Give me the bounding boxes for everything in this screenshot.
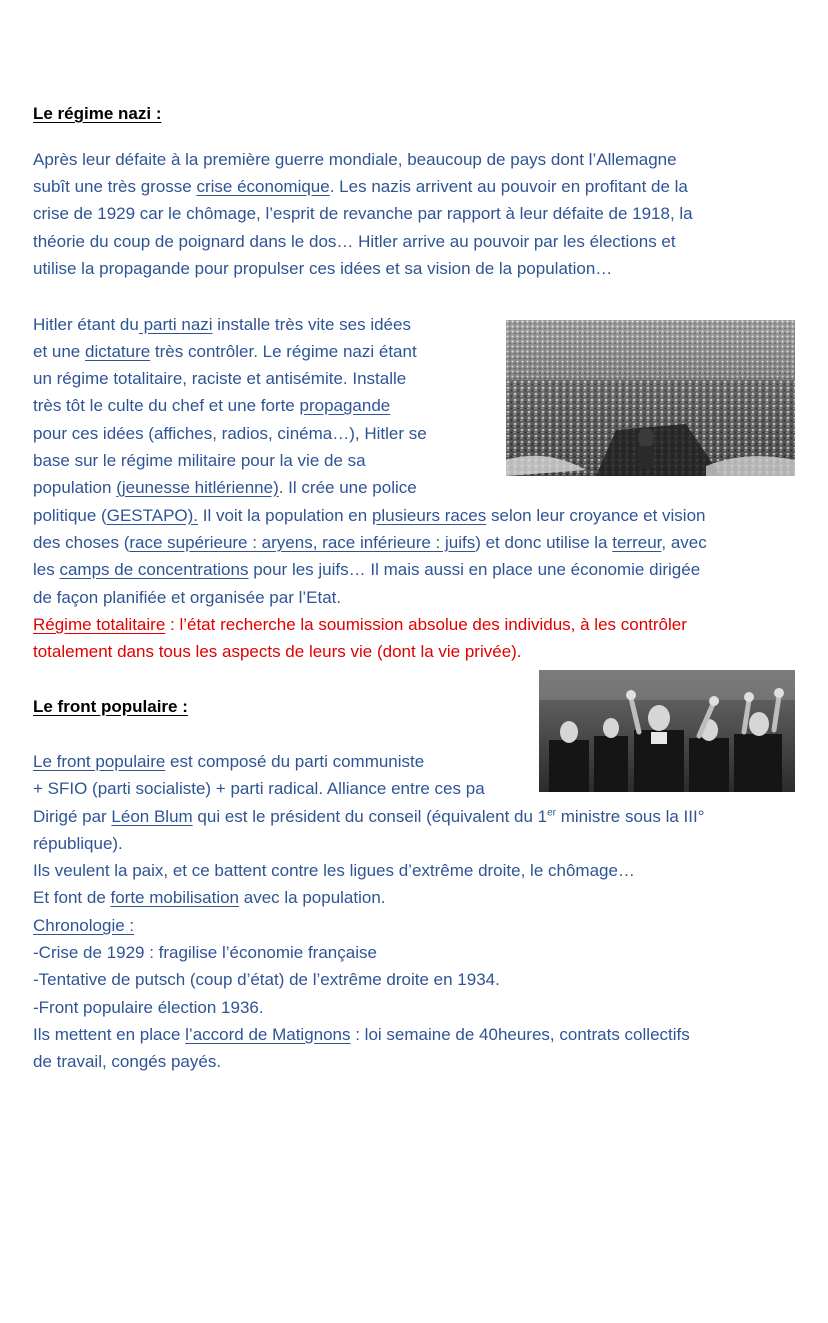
paragraph-line: Hitler étant du parti nazi installe très vite ses idées [33,315,411,334]
paragraph-line: très tôt le culte du chef et une forte propagande [33,396,391,415]
section-heading-front-populaire: Le front populaire : [33,697,188,716]
paragraph-line: subît une très grosse crise économique. Les nazis arrivent au pouvoir en profitant de la [33,177,688,196]
paragraph-line: et une dictature très contrôler. Le régime nazi étant [33,342,417,361]
link-leon-blum[interactable]: Léon Blum [111,807,193,826]
paragraph-line: crise de 1929 car le chômage, l’esprit de revanche par rapport à leur défaite de 1918, la [33,204,693,223]
link-parti-nazi[interactable]: parti nazi [138,315,213,334]
definition-line: totalement dans tous les aspects de leurs vie (dont la vie privée). [33,642,522,661]
paragraph-line: Ils veulent la paix, et ce battent contre les ligues d’extrême droite, le chômage… [33,861,635,880]
chronology-item: -Front populaire élection 1936. [33,998,264,1017]
chronology-item: -Tentative de putsch (coup d’état) de l’extrême droite en 1934. [33,970,500,989]
link-accord-matignon[interactable]: l’accord de Matignons [185,1025,351,1044]
paragraph-line: théorie du coup de poignard dans le dos… Hitler arrive au pouvoir par les élections et [33,232,676,251]
link-gestapo[interactable]: GESTAPO). [106,506,199,525]
paragraph-line: Dirigé par Léon Blum qui est le président du conseil (équivalent du 1er ministre sous la III° [33,807,705,826]
paragraph-line: politique (GESTAPO). Il voit la population en plusieurs races selon leur croyance et vision [33,506,706,525]
paragraph-line: un régime totalitaire, raciste et antisémite. Installe [33,369,407,388]
paragraph-line: république). [33,834,123,853]
paragraph-line: pour ces idées (affiches, radios, cinéma…), Hitler se [33,424,427,443]
link-races[interactable]: race supérieure : aryens, race inférieure : juifs [129,533,476,552]
paragraph-line: utilise la propagande pour propulser ces idées et sa vision de la population… [33,259,613,278]
nazi-rally-photo [506,320,795,476]
chronology-item: -Crise de 1929 : fragilise l’économie française [33,943,377,962]
paragraph-line: + SFIO (parti socialiste) + parti radical. Alliance entre ces pa [33,779,485,798]
chronology-title: Chronologie : [33,916,135,935]
paragraph-line: des choses (race supérieure : aryens, race inférieure : juifs) et donc utilise la terreur, avec [33,533,707,552]
paragraph-line: de travail, congés payés. [33,1052,222,1071]
section-heading-nazi: Le régime nazi : [33,104,162,123]
link-dictature[interactable]: dictature [85,342,151,361]
link-front-populaire[interactable]: Le front populaire [33,752,166,771]
definition-line: Régime totalitaire : l’état recherche la soumission absolue des individus, à les contrôler [33,615,687,634]
paragraph-line: Le front populaire est composé du parti communiste [33,752,425,771]
paragraph-line: Et font de forte mobilisation avec la population. [33,888,386,907]
link-jeunesse-hitlerienne[interactable]: (jeunesse hitlérienne) [116,478,279,497]
link-terreur[interactable]: terreur [612,533,662,552]
paragraph-line: Après leur défaite à la première guerre mondiale, beaucoup de pays dont l’Allemagne [33,150,677,169]
link-forte-mobilisation[interactable]: forte mobilisation [110,888,240,907]
paragraph-line: de façon planifiée et organisée par l’Etat. [33,588,342,607]
front-populaire-photo [539,670,795,792]
definition-term: Régime totalitaire [33,615,166,634]
paragraph-line: base sur le régime militaire pour la vie de sa [33,451,366,470]
link-plusieurs-races[interactable]: plusieurs races [371,506,487,525]
link-camps-concentration[interactable]: camps de concentrations [59,560,249,579]
link-crise-economique[interactable]: crise économique [196,177,330,196]
link-propagande[interactable]: propagande [299,396,391,415]
paragraph-line: les camps de concentrations pour les juifs… Il mais aussi en place une économie dirigée [33,560,701,579]
paragraph-line: Ils mettent en place l’accord de Matignons : loi semaine de 40heures, contrats collectifs [33,1025,690,1044]
paragraph-line: population (jeunesse hitlérienne). Il crée une police [33,478,417,497]
